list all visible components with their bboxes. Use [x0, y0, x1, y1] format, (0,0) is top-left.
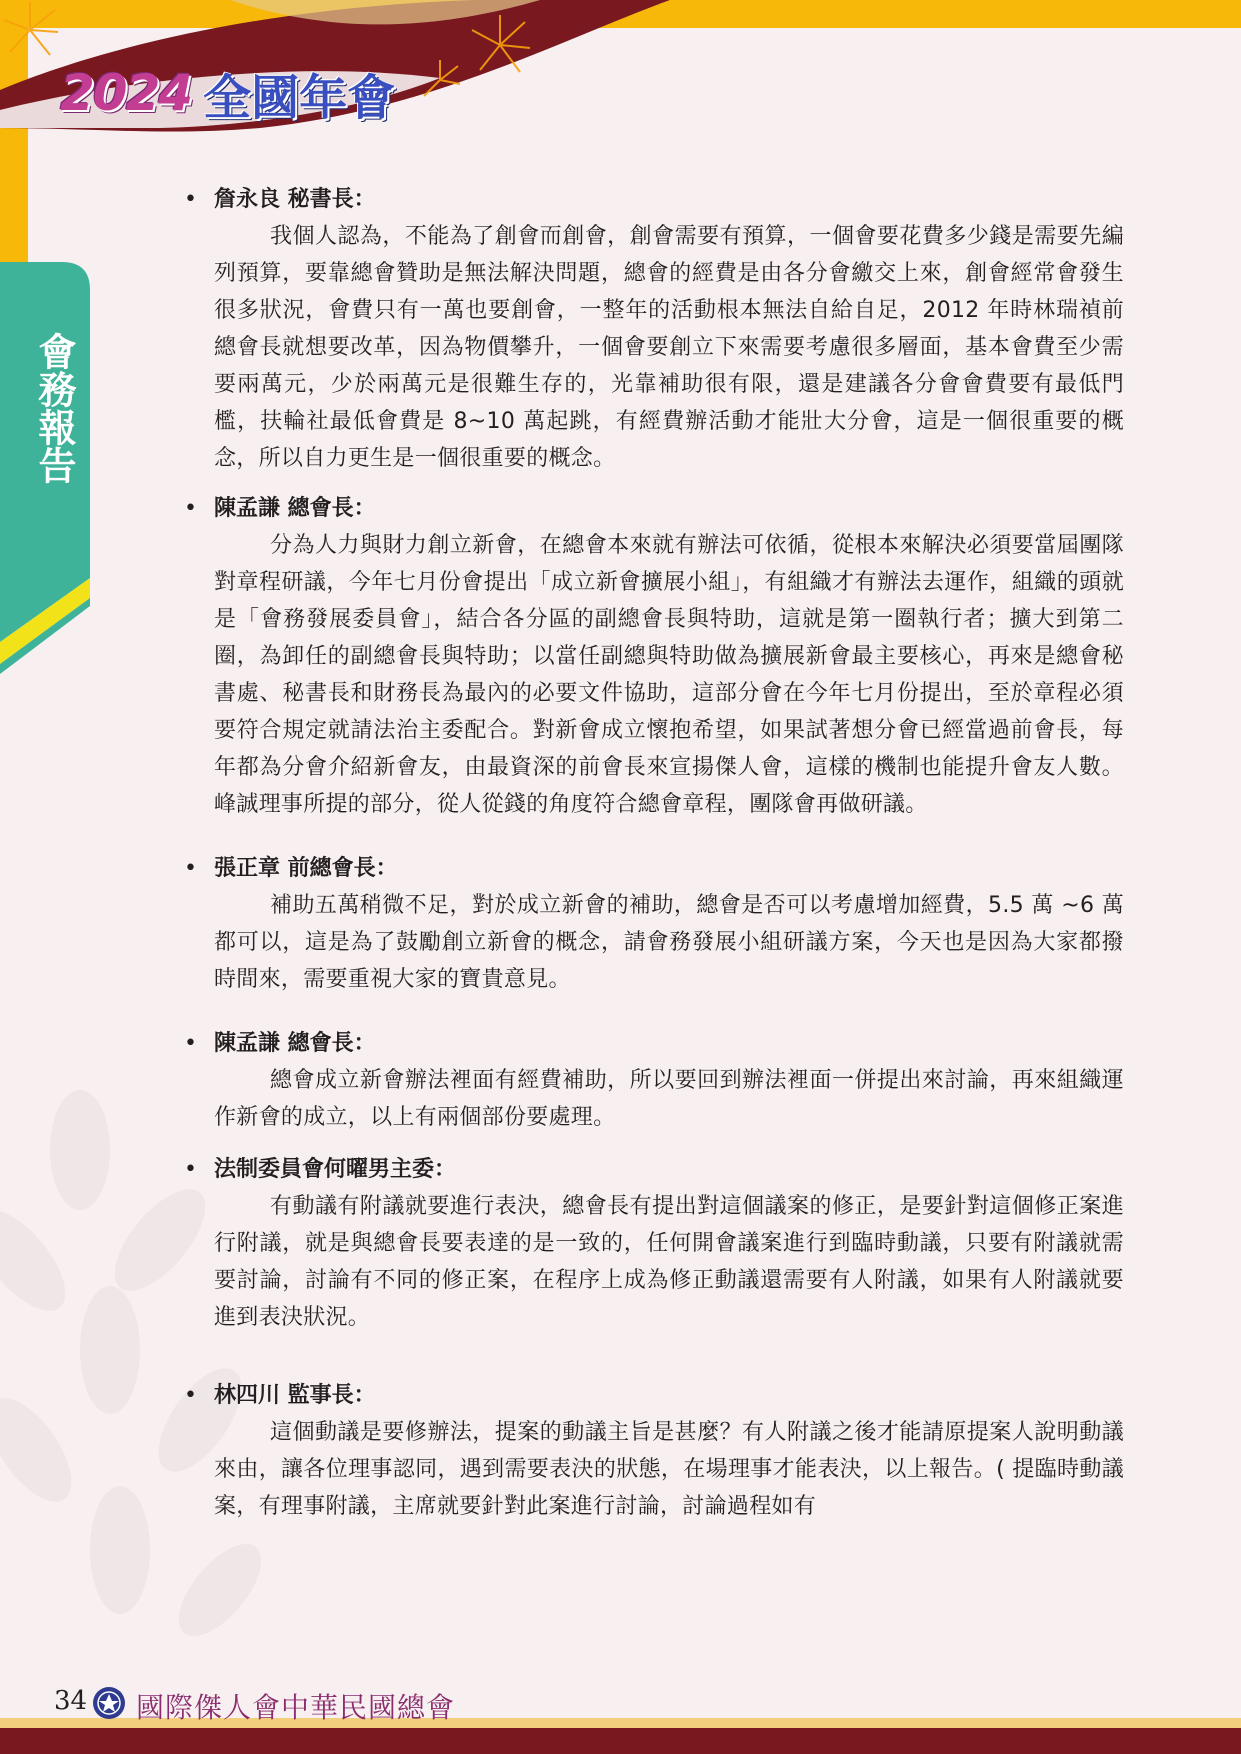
- bullet-icon: •: [184, 856, 197, 881]
- meeting-minutes: [184, 182, 1124, 1525]
- event-logo: [60, 58, 395, 128]
- speaker-name: 陳孟謙 總會長：: [214, 1031, 376, 1056]
- logo-title: 全國年會: [203, 69, 396, 126]
- bullet-icon: •: [184, 496, 197, 521]
- minutes-entry: [184, 1378, 1124, 1525]
- footer-bar: [0, 1728, 1241, 1754]
- bullet-icon: •: [184, 187, 197, 212]
- logo-year: 2024: [60, 64, 192, 122]
- speaker-name: 詹永良 秘書長：: [214, 187, 376, 212]
- bullet-icon: •: [184, 1157, 197, 1182]
- bullet-icon: •: [184, 1383, 197, 1408]
- minutes-entry: [184, 182, 1124, 477]
- speech-text: 這個動議是要修辦法，提案的動議主旨是甚麼？有人附議之後才能請原提案人說明動議來由，讓各位理事認同，遇到需要表決的狀態，在場理事才能表決，以上報告。( 提臨時動議案，有理事附議，主席就要針對此案進行討論，討論過程如有: [214, 1420, 1124, 1519]
- minutes-entry: [184, 1152, 1124, 1336]
- organization-name: 國際傑人會中華民國總會: [136, 1691, 456, 1724]
- minutes-entry: [184, 491, 1124, 823]
- speech-text: 補助五萬稍微不足，對於成立新會的補助，總會是否可以考慮增加經費，5.5 萬 ~6 萬都可以，這是為了鼓勵創立新會的概念，請會務發展小組研議方案，今天也是因為大家都撥時間來，需要重視大家的寶貴意見。: [214, 893, 1124, 992]
- speaker-name: 法制委員會何曜男主委：: [214, 1157, 457, 1182]
- page-number: 34: [54, 1686, 88, 1716]
- speaker-name: 陳孟謙 總會長：: [214, 496, 376, 521]
- minutes-entry: [184, 1026, 1124, 1136]
- speaker-name: 林四川 監事長：: [214, 1383, 376, 1408]
- section-label: 會務報告: [32, 332, 76, 484]
- speech-text: 有動議有附議就要進行表決，總會長有提出對這個議案的修正，是要針對這個修正案進行附議，就是與總會長要表達的是一致的，任何開會議案進行到臨時動議，只要有附議就需要討論，討論有不同的修正案，在程序上成為修正動議還需要有人附議，如果有人附議就要進到表決狀況。: [214, 1194, 1124, 1330]
- bullet-icon: •: [184, 1031, 197, 1056]
- minutes-entry: [184, 851, 1124, 998]
- speech-text: 我個人認為，不能為了創會而創會，創會需要有預算，一個會要花費多少錢是需要先編列預算，要靠總會贊助是無法解決問題，總會的經費是由各分會繳交上來，創會經常會發生很多狀況，會費只有一萬也要創會，一整年的活動根本無法自給自足，2012 年時林瑞禎前總會長就想要改革，因為物價攀升，一個會要創立下來需要考慮很多層面，基本會費至少需要兩萬元，少於兩萬元是很難生存的，光靠補助很有限，還是建議各分會會費要有最低門檻，扶輪社最低會費是 8~10 萬起跳，有經費辦活動才能壯大分會，這是一個很重要的概念，所以自力更生是一個很重要的概念。: [214, 224, 1124, 471]
- speech-text: 總會成立新會辦法裡面有經費補助，所以要回到辦法裡面一併提出來討論，再來組織運作新會的成立，以上有兩個部份要處理。: [214, 1068, 1124, 1130]
- speaker-name: 張正章 前總會長：: [214, 856, 398, 881]
- speech-text: 分為人力與財力創立新會，在總會本來就有辦法可依循，從根本來解決必須要當屆團隊對章程研議，今年七月份會提出「成立新會擴展小組」，有組織才有辦法去運作，組織的頭就是「會務發展委員會」，結合各分區的副總會長與特助，這就是第一圈執行者；擴大到第二圈，為卸任的副總會長與特助；以當任副總與特助做為擴展新會最主要核心，再來是總會秘書處、秘書長和財務長為最內的必要文件協助，這部分會在今年七月份提出，至於章程必須要符合規定就請法治主委配合。對新會成立懷抱希望，如果試著想分會已經當過前會長，每年都為分會介紹新會友，由最資深的前會長來宣揚傑人會，這樣的機制也能提升會友人數。峰誠理事所提的部分，從人從錢的角度符合總會章程，團隊會再做研議。: [214, 533, 1124, 817]
- organization-emblem-icon: [92, 1686, 126, 1720]
